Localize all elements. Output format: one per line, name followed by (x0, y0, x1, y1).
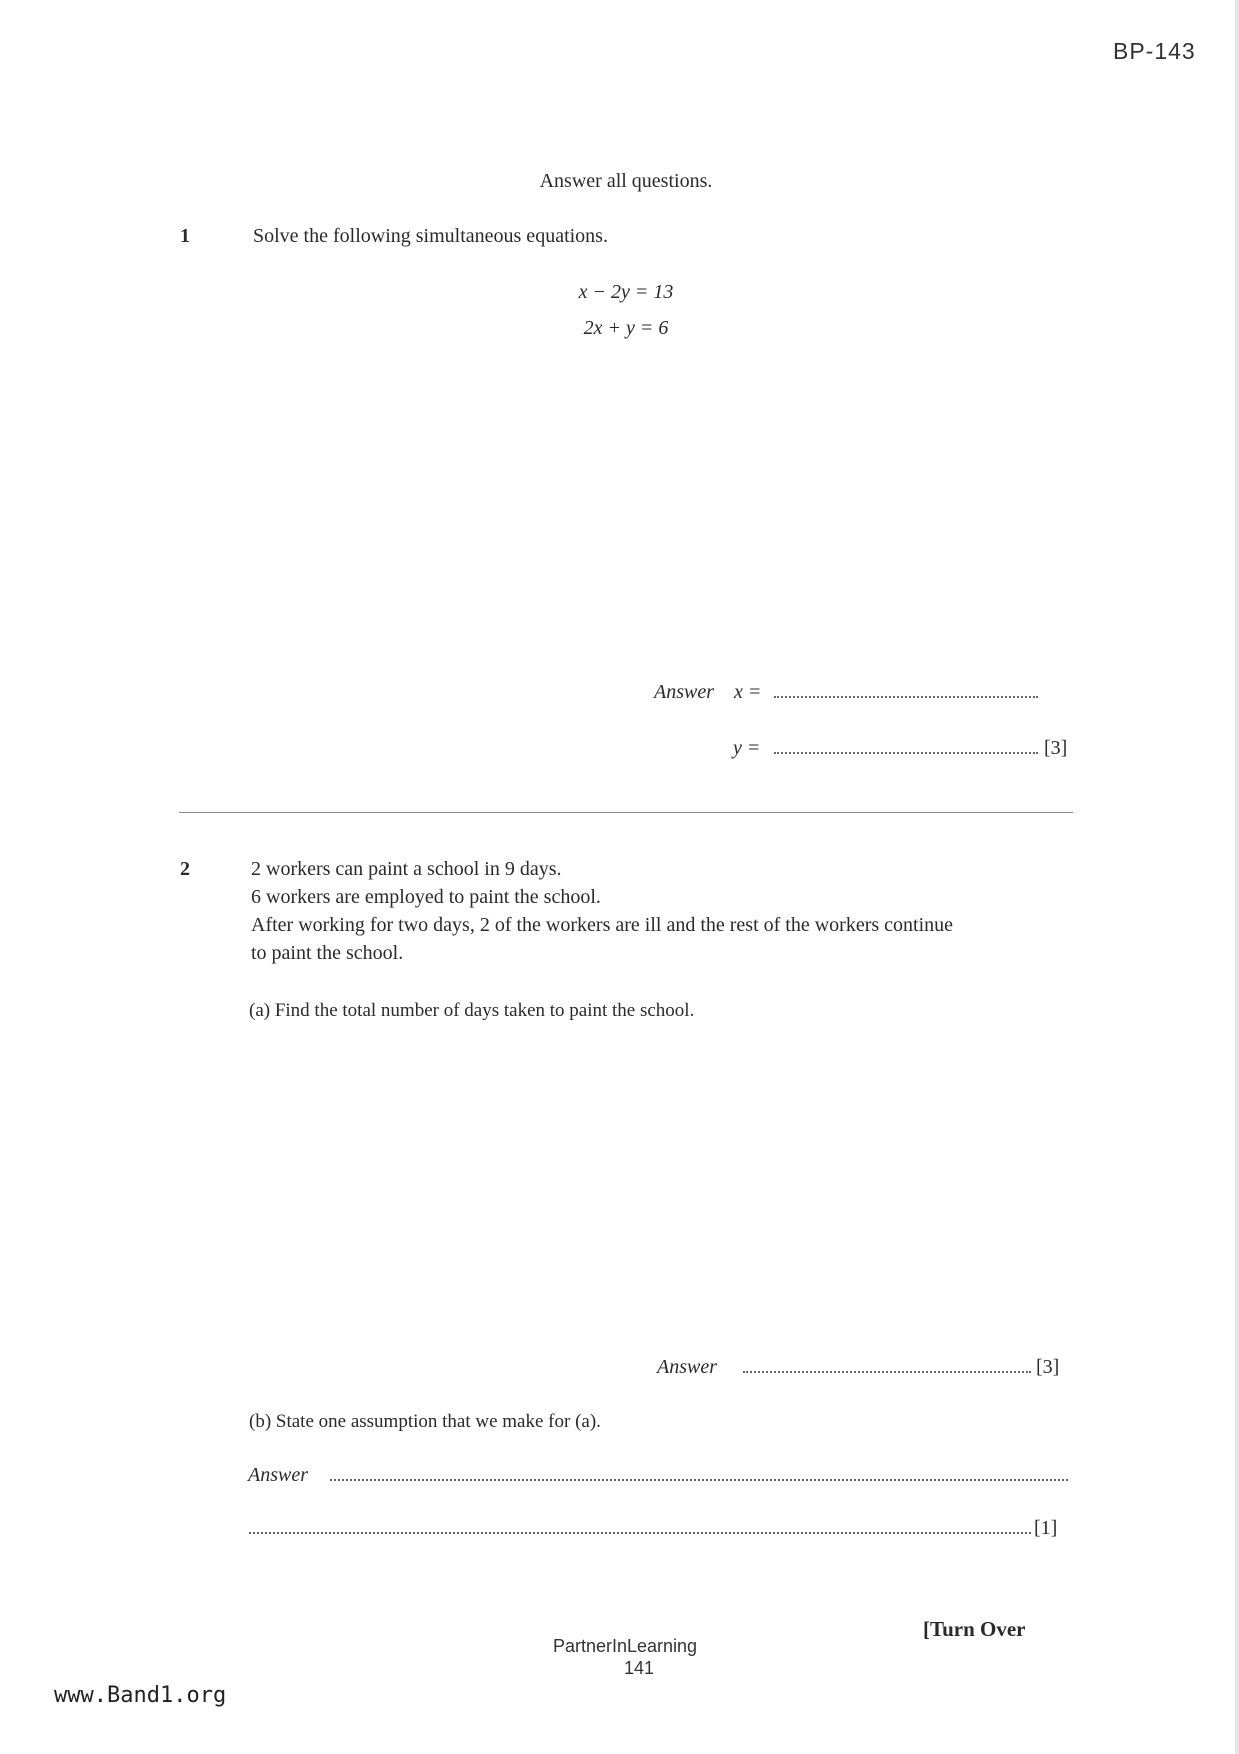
part-a-prompt: (a) Find the total number of days taken to paint the school. (249, 1000, 695, 1021)
part-b-marks: [1] (1034, 1517, 1058, 1539)
marks: [3] (1044, 737, 1068, 759)
page-edge (1235, 0, 1239, 1754)
question-2-line: 2 workers can paint a school in 9 days. (251, 858, 562, 880)
x-label: x = (734, 681, 762, 703)
page-number: 141 (623, 1658, 655, 1678)
publisher: PartnerInLearning (552, 1636, 698, 1656)
question-2-number: 2 (180, 858, 190, 880)
part-a-answer-label: Answer (657, 1356, 717, 1378)
equation-2: 2x + y = 6 (583, 317, 669, 339)
instructions: Answer all questions. (539, 170, 713, 192)
part-a-marks: [3] (1036, 1356, 1060, 1378)
question-1-prompt: Solve the following simultaneous equations. (253, 225, 608, 247)
question-2-line: After working for two days, 2 of the workers are ill and the rest of the workers continue (251, 914, 954, 936)
website-watermark: www.Band1.org (54, 1683, 227, 1708)
y-answer-field[interactable] (774, 748, 1038, 754)
question-1-number: 1 (180, 225, 190, 247)
turn-over: [Turn Over (923, 1617, 1026, 1641)
part-b-answer-field-line-1[interactable] (330, 1475, 1068, 1481)
divider (179, 812, 1073, 813)
part-b-answer-field-line-2[interactable] (249, 1528, 1031, 1534)
part-b-answer-label: Answer (248, 1464, 308, 1486)
part-a-answer-field[interactable] (743, 1367, 1031, 1373)
question-2-line: 6 workers are employed to paint the school. (251, 886, 601, 908)
paper-code: BP-143 (1113, 38, 1196, 64)
x-answer-field[interactable] (774, 692, 1038, 698)
question-2-line: to paint the school. (251, 942, 404, 964)
answer-label: Answer (654, 681, 714, 703)
equation-1: x − 2y = 13 (578, 281, 674, 303)
y-label: y = (733, 737, 761, 759)
part-b-prompt: (b) State one assumption that we make for (a). (249, 1411, 601, 1432)
